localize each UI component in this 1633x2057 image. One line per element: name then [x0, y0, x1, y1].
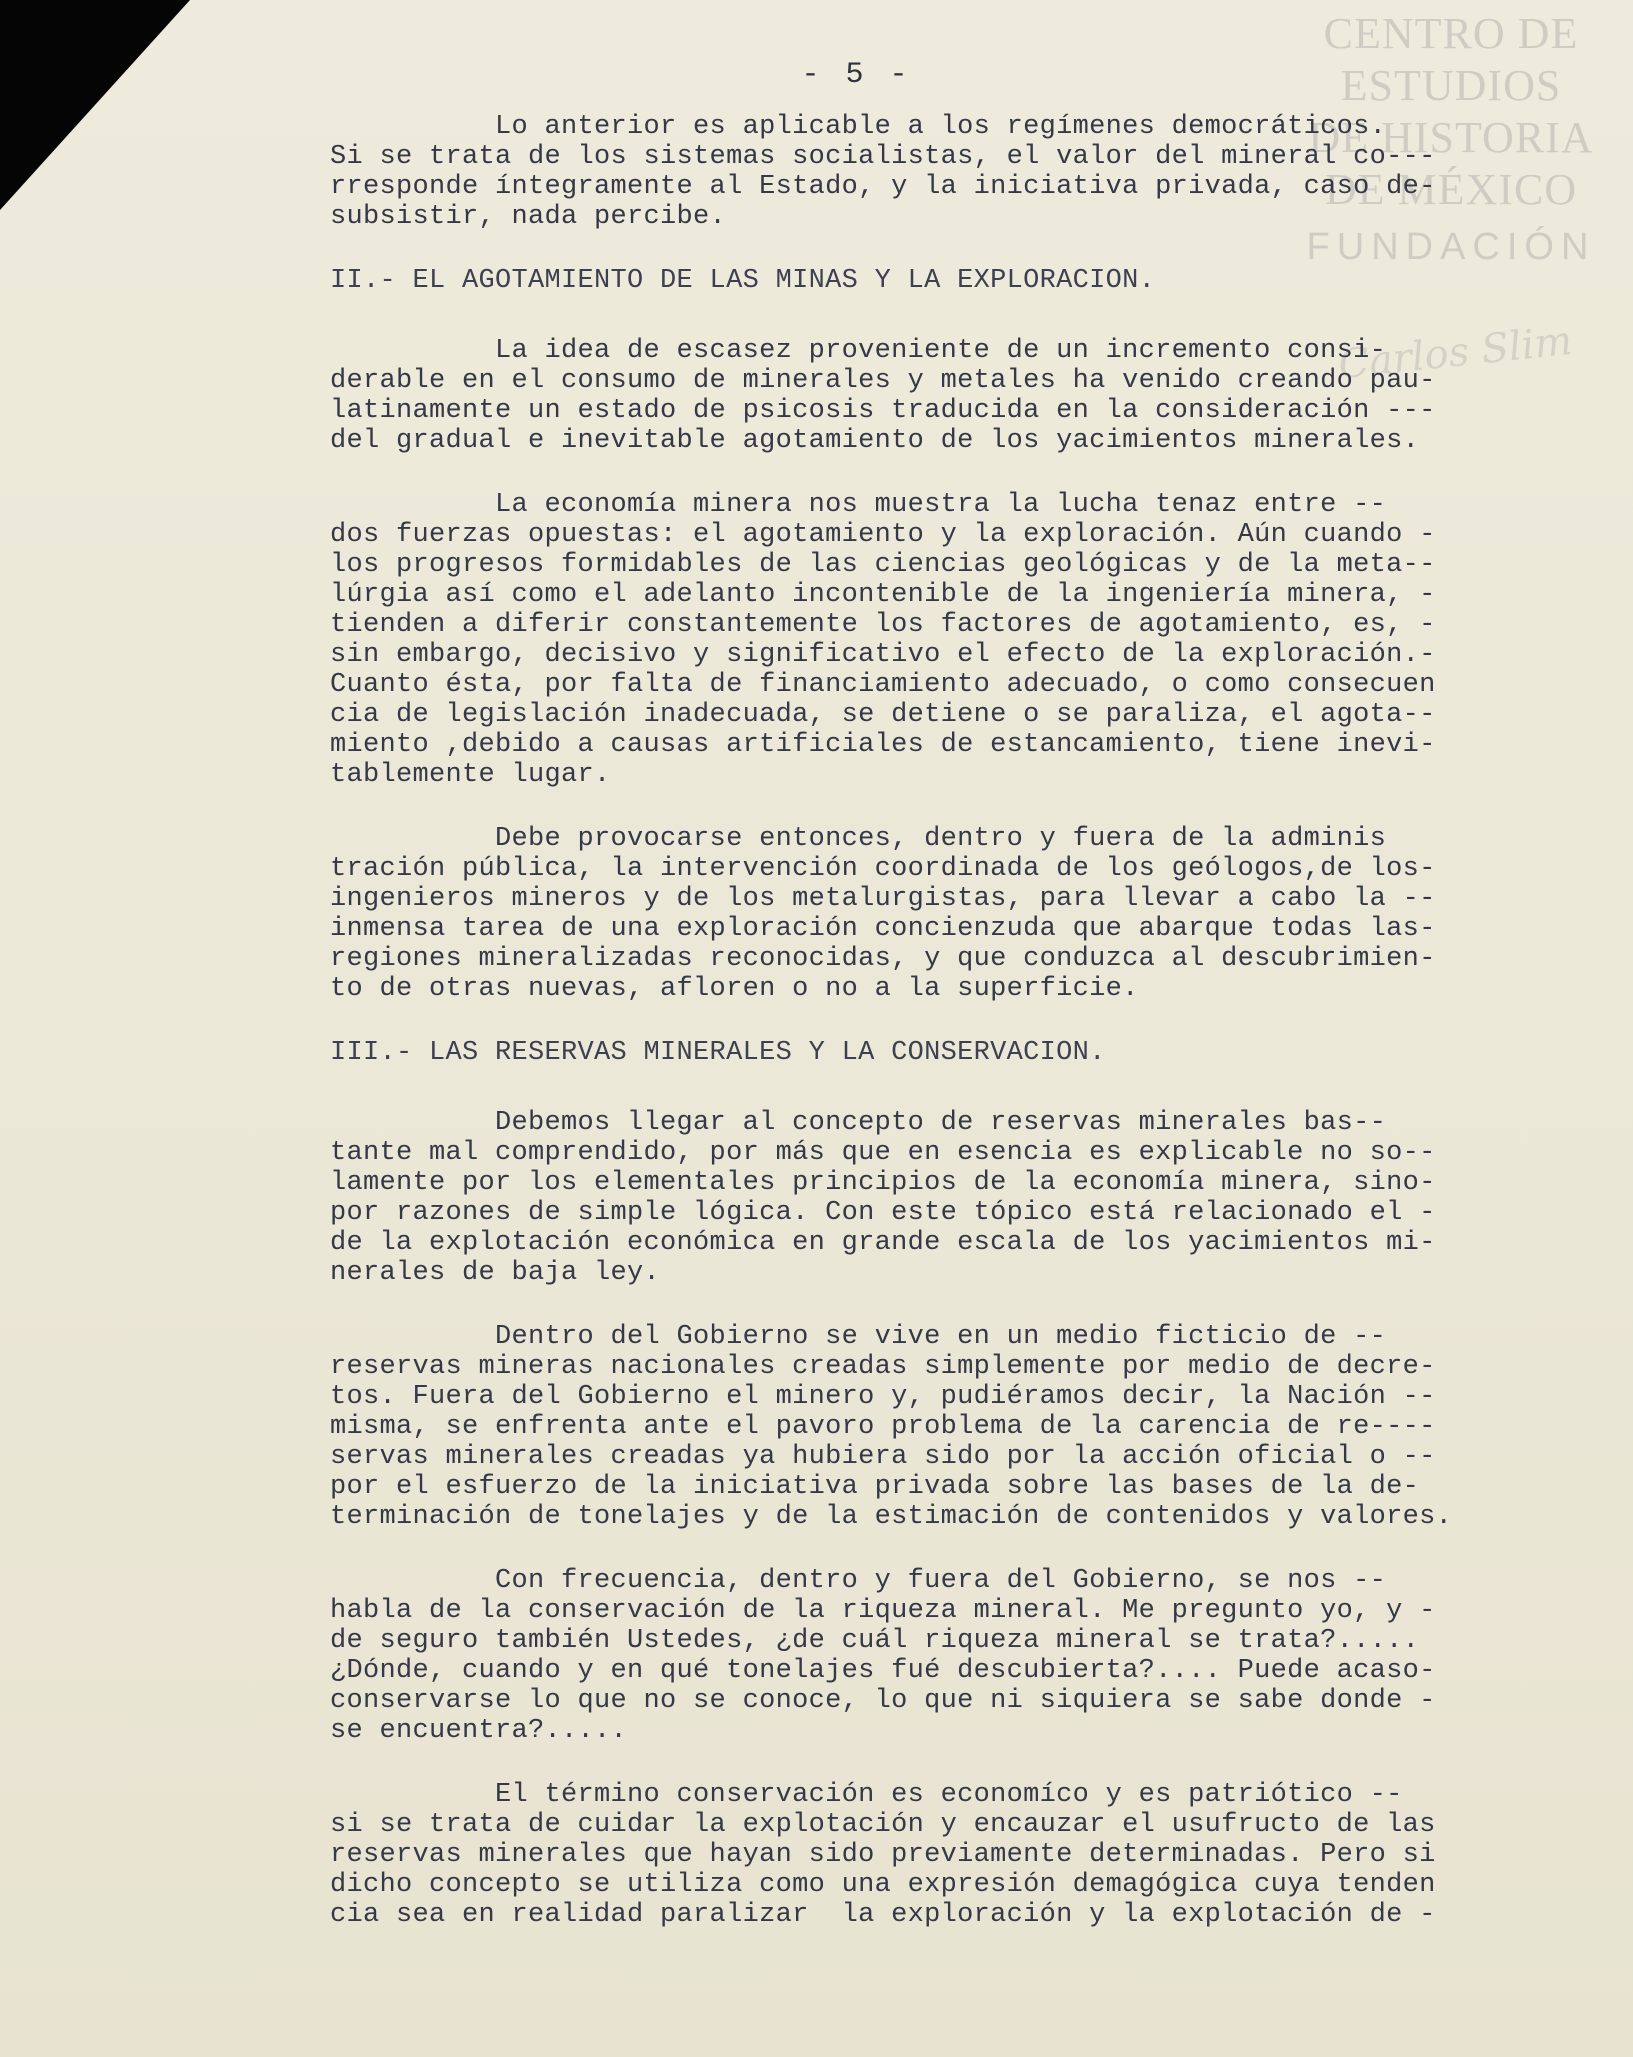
- watermark-signature: Carlos Slim: [1336, 317, 1575, 389]
- text-line: tos. Fuera del Gobierno el minero y, pudiéramos decir, la Nación --: [330, 1382, 1436, 1412]
- text-line: to de otras nuevas, afloren o no a la superficie.: [330, 974, 1139, 1004]
- text-line: cia sea en realidad paralizar la exploración y la explotación de -: [330, 1900, 1436, 1930]
- watermark-line-4: DE MÉXICO: [1324, 165, 1578, 214]
- text-line: Con frecuencia, dentro y fuera del Gobierno, se nos --: [330, 1566, 1387, 1596]
- text-line: si se trata de cuidar la explotación y encauzar el usufructo de las: [330, 1810, 1436, 1840]
- text-line: ingenieros mineros y de los metalurgistas, para llevar a cabo la --: [330, 884, 1436, 914]
- text-line: habla de la conservación de la riqueza mineral. Me pregunto yo, y -: [330, 1596, 1436, 1626]
- text-line: de seguro también Ustedes, ¿de cuál riqueza mineral se trata?.....: [330, 1626, 1420, 1656]
- text-line: Cuanto ésta, por falta de financiamiento adecuado, o como consecuen: [330, 670, 1436, 700]
- text-line: Lo anterior es aplicable a los regímenes democráticos.: [330, 112, 1387, 142]
- text-line: dos fuerzas opuestas: el agotamiento y la exploración. Aún cuando -: [330, 520, 1436, 550]
- text-line: sin embargo, decisivo y significativo el efecto de la exploración.-: [330, 640, 1436, 670]
- text-line: del gradual e inevitable agotamiento de los yacimientos minerales.: [330, 426, 1420, 456]
- text-line: se encuentra?.....: [330, 1716, 628, 1746]
- text-line: terminación de tonelajes y de la estimación de contenidos y valores.: [330, 1502, 1453, 1532]
- text-line: reservas minerales que hayan sido previamente determinadas. Pero si: [330, 1840, 1436, 1870]
- text-line: Debemos llegar al concepto de reservas minerales bas--: [330, 1108, 1387, 1138]
- text-line: ¿Dónde, cuando y en qué tonelajes fué descubierta?.... Puede acaso-: [330, 1656, 1436, 1686]
- section-heading: II.- EL AGOTAMIENTO DE LAS MINAS Y LA EXPLORACION.: [330, 266, 1156, 296]
- page-number: - 5 -: [801, 58, 912, 92]
- text-line: tante mal comprendido, por más que en esencia es explicable no so--: [330, 1138, 1436, 1168]
- text-line: tración pública, la intervención coordinada de los geólogos,de los-: [330, 854, 1436, 884]
- text-line: nerales de baja ley.: [330, 1258, 661, 1288]
- paragraph: [330, 336, 1600, 456]
- paragraph: [330, 1780, 1600, 1930]
- text-line: tablemente lugar.: [330, 760, 611, 790]
- scan-corner-shadow: [0, 0, 190, 210]
- text-line: Si se trata de los sistemas socialistas, el valor del mineral co---: [330, 142, 1436, 172]
- paragraph: [330, 824, 1600, 1004]
- text-line: La economía minera nos muestra la lucha tenaz entre --: [330, 490, 1387, 520]
- watermark-line-1: CENTRO DE: [1323, 9, 1579, 58]
- text-line: de la explotación económica en grande escala de los yacimientos mi-: [330, 1228, 1436, 1258]
- text-line: dicho concepto se utiliza como una expresión demagógica cuya tenden: [330, 1870, 1436, 1900]
- watermark-line-2: ESTUDIOS: [1340, 61, 1562, 110]
- text-line: latinamente un estado de psicosis traducida en la consideración ---: [330, 396, 1436, 426]
- text-line: servas minerales creadas ya hubiera sido por la acción oficial o --: [330, 1442, 1436, 1472]
- paragraph: [330, 1566, 1600, 1746]
- text-line: inmensa tarea de una exploración concienzuda que abarque todas las-: [330, 914, 1436, 944]
- text-line: miento ,debido a causas artificiales de estancamiento, tiene inevi-: [330, 730, 1436, 760]
- watermark-line-3: DE HISTORIA: [1308, 113, 1594, 162]
- text-line: los progresos formidables de las ciencias geológicas y de la meta--: [330, 550, 1436, 580]
- text-line: por el esfuerzo de la iniciativa privada sobre las bases de la de-: [330, 1472, 1420, 1502]
- section-heading: III.- LAS RESERVAS MINERALES Y LA CONSERVACION.: [330, 1038, 1106, 1068]
- text-line: lúrgia así como el adelanto incontenible de la ingeniería minera, -: [330, 580, 1436, 610]
- watermark-line-5: FUNDACIÓN: [1306, 226, 1596, 268]
- text-line: Dentro del Gobierno se vive en un medio ficticio de --: [330, 1322, 1387, 1352]
- paragraph: [330, 490, 1600, 790]
- text-line: Debe provocarse entonces, dentro y fuera de la adminis: [330, 824, 1387, 854]
- paragraph: [330, 1322, 1600, 1532]
- text-line: El término conservación es economíco y es patriótico --: [330, 1780, 1403, 1810]
- text-line: derable en el consumo de minerales y metales ha venido creando pau-: [330, 366, 1436, 396]
- text-line: tienden a diferir constantemente los factores de agotamiento, es, -: [330, 610, 1436, 640]
- text-line: misma, se enfrenta ante el pavoro problema de la carencia de re----: [330, 1412, 1436, 1442]
- text-line: cia de legislación inadecuada, se detiene o se paraliza, el agota--: [330, 700, 1436, 730]
- text-line: La idea de escasez proveniente de un incremento consi-: [330, 336, 1387, 366]
- text-line: subsistir, nada percibe.: [330, 202, 727, 232]
- text-line: conservarse lo que no se conoce, lo que ni siquiera se sabe donde -: [330, 1686, 1436, 1716]
- paragraph: [330, 1108, 1600, 1288]
- text-line: rresponde íntegramente al Estado, y la iniciativa privada, caso de-: [330, 172, 1436, 202]
- text-line: reservas mineras nacionales creadas simplemente por medio de decre-: [330, 1352, 1436, 1382]
- document-body: [330, 112, 1600, 1964]
- text-line: regiones mineralizadas reconocidas, y que conduzca al descubrimien-: [330, 944, 1436, 974]
- text-line: por razones de simple lógica. Con este tópico está relacionado el -: [330, 1198, 1436, 1228]
- paragraph: [330, 112, 1600, 232]
- text-line: lamente por los elementales principios de la economía minera, sino-: [330, 1168, 1436, 1198]
